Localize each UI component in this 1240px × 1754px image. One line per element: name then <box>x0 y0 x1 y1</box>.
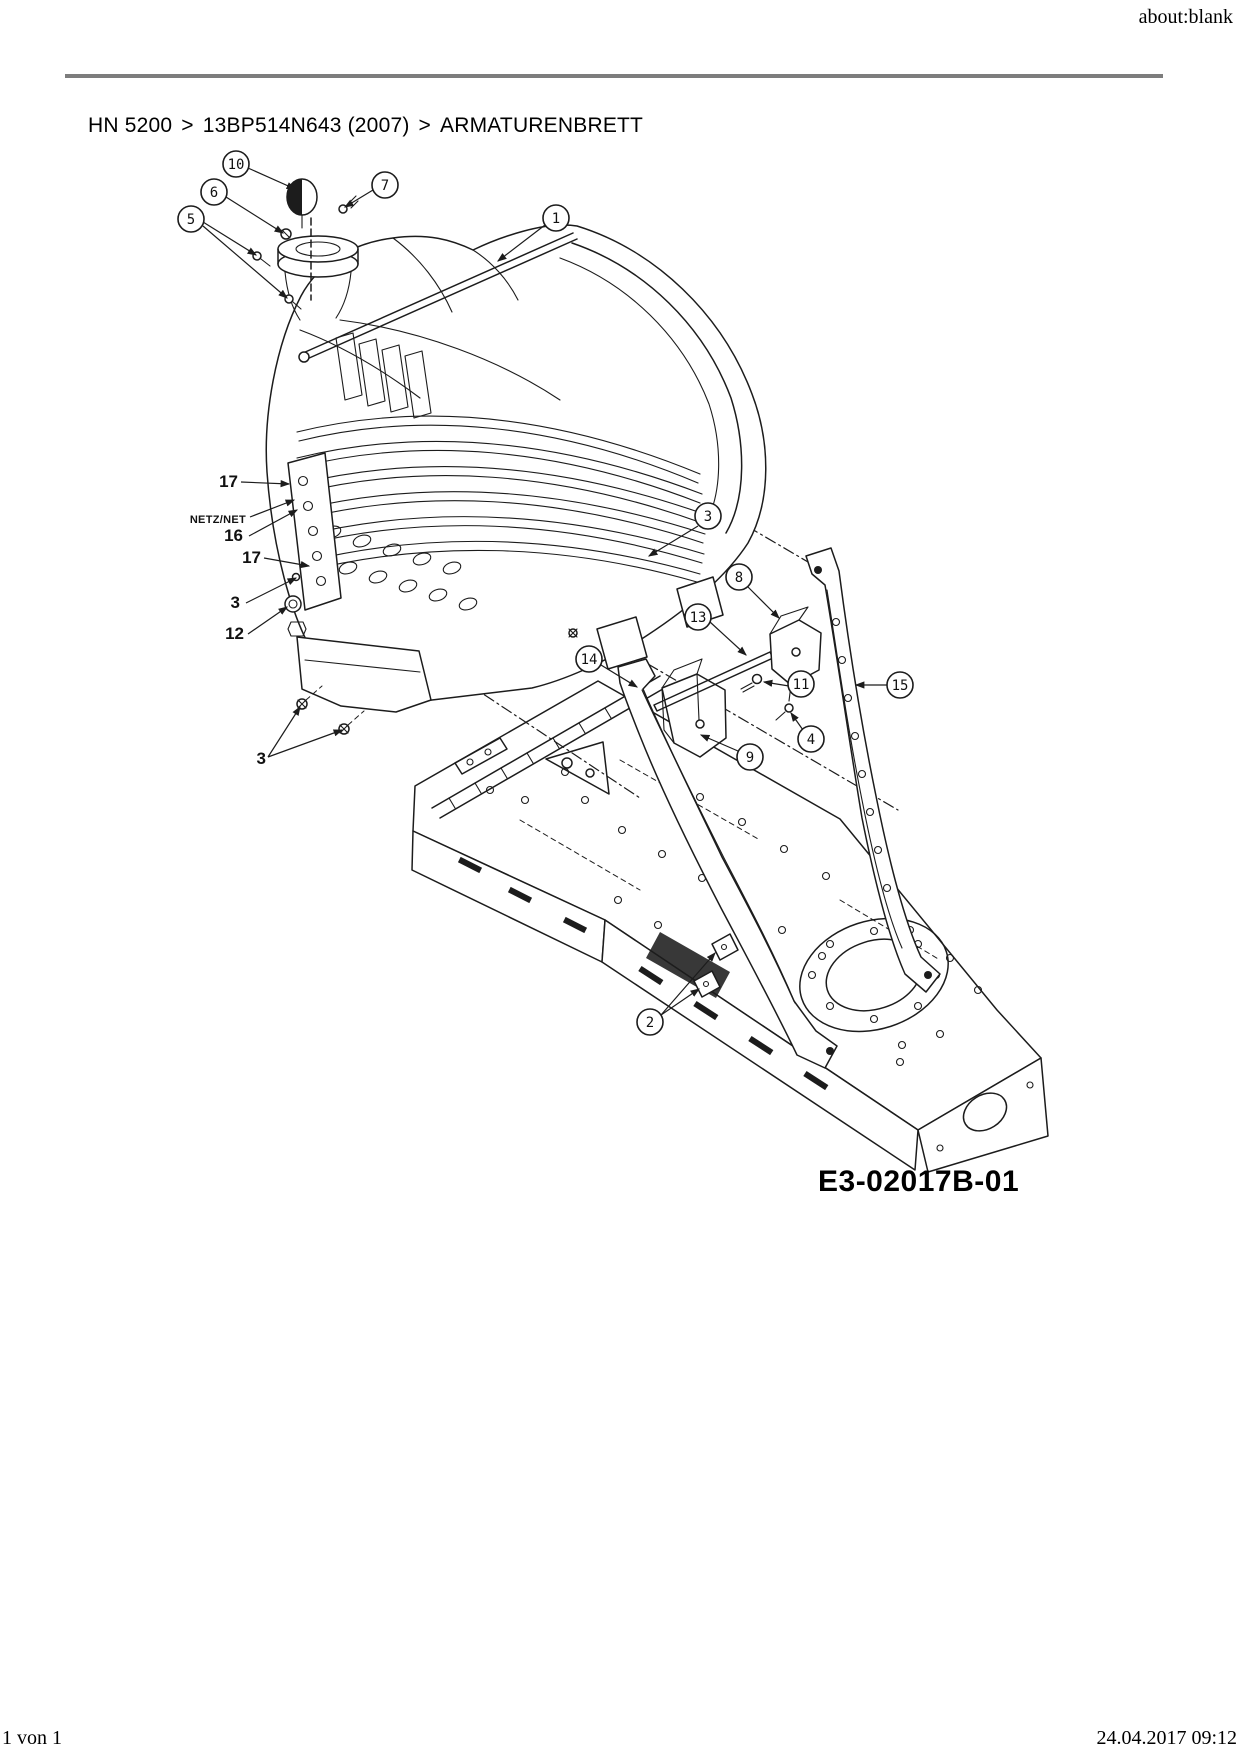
callout-5-label: 5 <box>186 212 196 228</box>
drawing-number: E3-02017B-01 <box>818 1165 1020 1198</box>
callout-7 <box>372 172 398 198</box>
footer-datetime: 24.04.2017 09:12 <box>1096 1727 1237 1749</box>
callout-15 <box>887 672 913 698</box>
callout-11 <box>788 671 814 697</box>
label-3-lower: 3 <box>256 749 266 768</box>
footer-page-count: 1 von 1 <box>2 1727 62 1749</box>
breadcrumb-separator: > <box>181 114 194 137</box>
cowl-lower-bracket <box>297 637 431 734</box>
callout-1 <box>543 205 569 231</box>
label-12: 12 <box>225 624 244 643</box>
callout-4 <box>798 726 824 752</box>
callout-15-label: 15 <box>891 678 909 694</box>
callout-13 <box>685 604 711 630</box>
print-header-url: about:blank <box>1138 6 1233 28</box>
callout-2 <box>637 1009 663 1035</box>
callout-13-label: 13 <box>689 610 707 626</box>
dashboard-cowl <box>266 225 765 702</box>
label-3-upper: 3 <box>230 593 240 612</box>
callout-11-label: 11 <box>792 677 810 693</box>
breadcrumb-variant: 13BP514N643 (2007) <box>202 114 410 137</box>
callout-4-label: 4 <box>806 732 816 748</box>
callout-6 <box>201 179 227 205</box>
label-netz-net: NETZ/NET <box>189 514 246 526</box>
label-17-upper: 17 <box>219 472 238 491</box>
callout-3-middle <box>695 503 721 529</box>
callout-9-label: 9 <box>745 750 755 766</box>
callout-1-label: 1 <box>551 211 561 227</box>
callout-3-label: 3 <box>703 509 713 525</box>
label-16: 16 <box>224 526 243 545</box>
callout-8 <box>726 564 752 590</box>
breadcrumb-section: ARMATURENBRETT <box>440 114 644 137</box>
label-17-lower: 17 <box>242 548 261 567</box>
breadcrumb-separator: > <box>418 114 431 137</box>
callout-14-label: 14 <box>580 652 598 668</box>
callout-7-label: 7 <box>380 178 390 194</box>
callout-14 <box>576 646 602 672</box>
callout-8-label: 8 <box>734 570 744 586</box>
breadcrumb-model: HN 5200 <box>88 114 173 137</box>
callout-9 <box>737 744 763 770</box>
callout-10 <box>223 151 249 177</box>
callout-6-label: 6 <box>209 185 219 201</box>
callout-2-label: 2 <box>645 1015 655 1031</box>
callout-5 <box>178 206 204 232</box>
callout-10-label: 10 <box>227 157 245 173</box>
